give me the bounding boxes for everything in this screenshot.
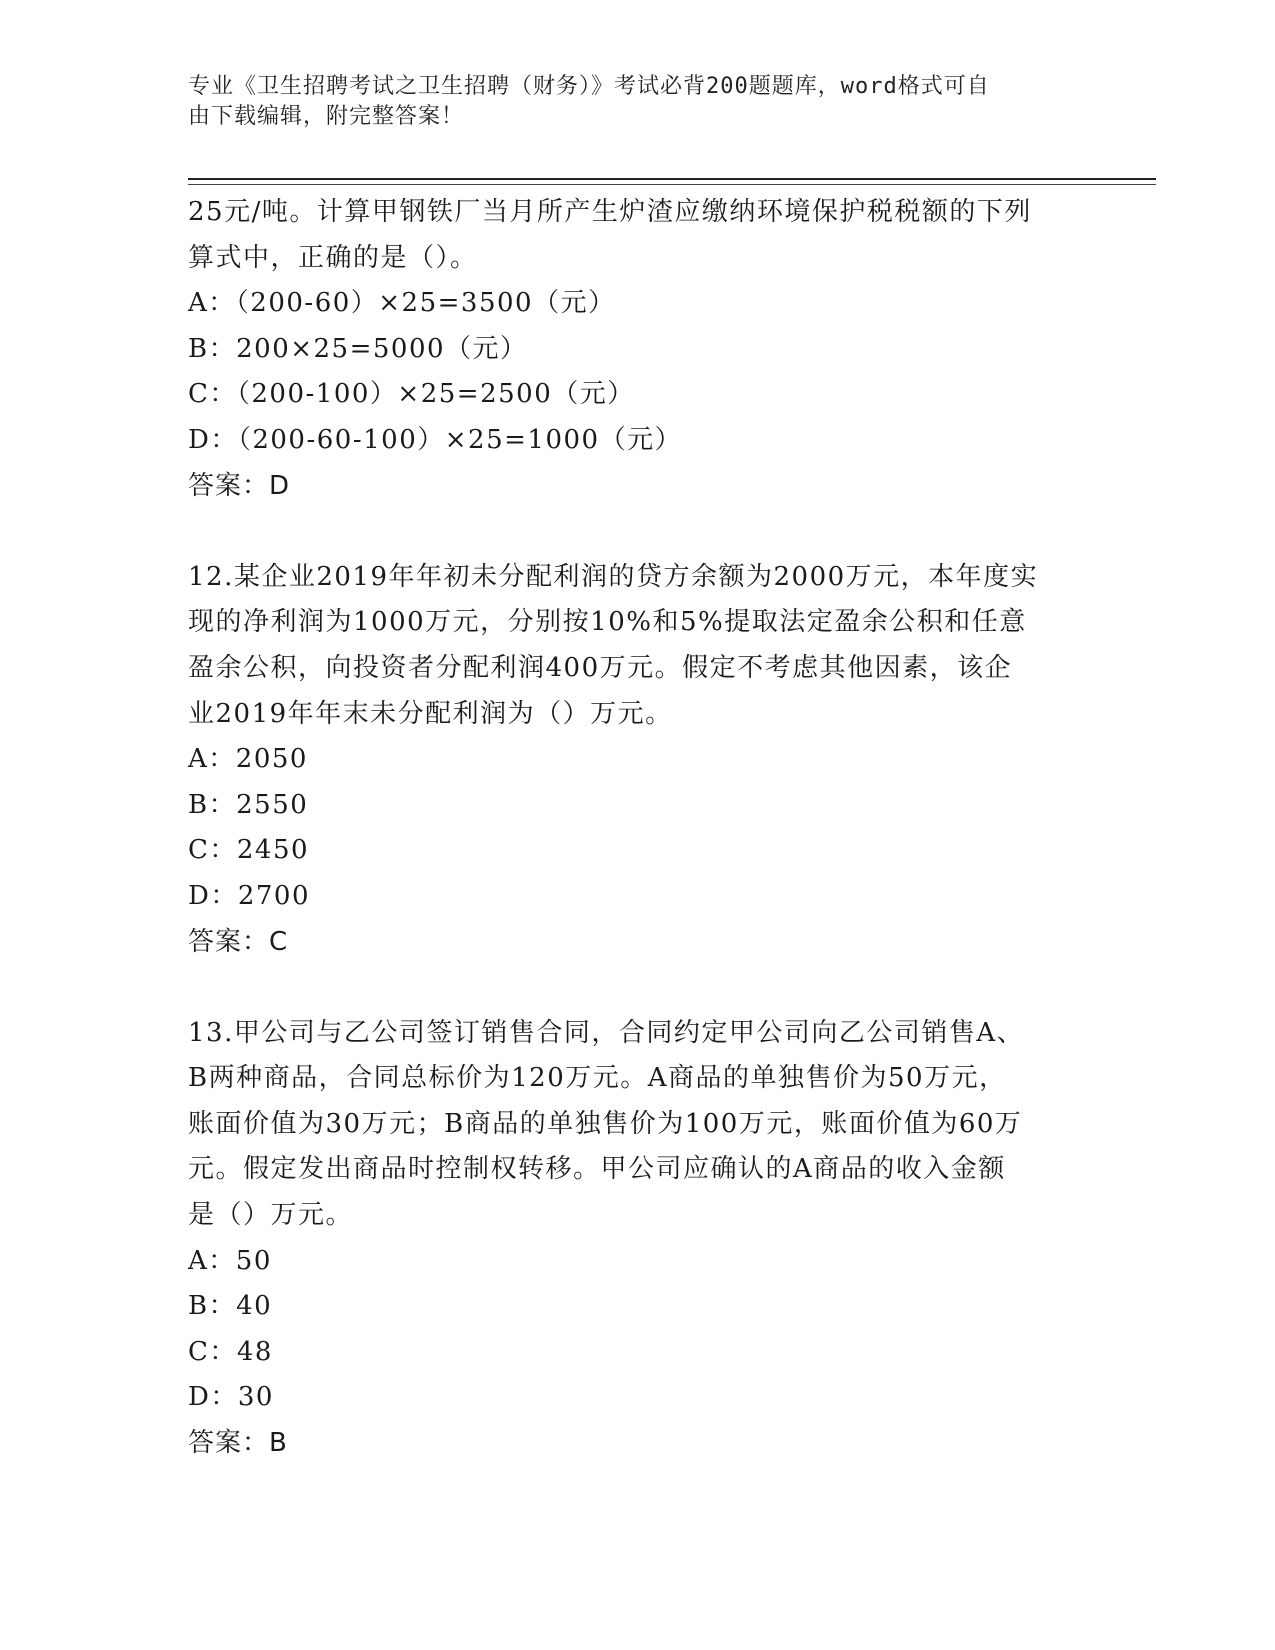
- question-text-line: 现的净利润为1000万元，分别按10%和5%提取法定盈余公积和任意: [188, 607, 1027, 638]
- option-b: B：200×25=5000（元）: [188, 333, 528, 364]
- question-12: [188, 555, 1088, 965]
- question-text-line: 算式中，正确的是（）。: [188, 242, 478, 273]
- question-text-line: B两种商品，合同总标价为120万元。A商品的单独售价为50万元，: [188, 1063, 1007, 1094]
- option-c: C：48: [188, 1336, 273, 1367]
- question-text-line: 13.甲公司与乙公司签订销售合同，合同约定甲公司向乙公司销售A、: [188, 1017, 1025, 1048]
- option-d: D：30: [188, 1382, 274, 1413]
- answer-line: 答案：B: [188, 1428, 288, 1459]
- option-c: C：2450: [188, 835, 310, 866]
- question-text-line: 12.某企业2019年年初未分配利润的贷方余额为2000万元，本年度实: [188, 561, 1039, 592]
- option-a: A：（200-60）×25=3500（元）: [188, 288, 616, 319]
- question-text-line: 是（）万元。: [188, 1200, 354, 1231]
- question-text-line: 元。假定发出商品时控制权转移。甲公司应确认的A商品的收入金额: [188, 1154, 1006, 1185]
- document-header: [188, 72, 1068, 132]
- question-text-line: 盈余公积，向投资者分配利润400万元。假定不考虑其他因素，该企: [188, 652, 1013, 683]
- header-line-2: 由下载编辑，附完整答案！: [188, 104, 465, 129]
- option-d: D：（200-60-100）×25=1000（元）: [188, 424, 683, 455]
- header-line-1: 专业《卫生招聘考试之卫生招聘（财务）》考试必背200题题库，word格式可自: [188, 74, 990, 99]
- question-text-line: 25元/吨。计算甲钢铁厂当月所产生炉渣应缴纳环境保护税税额的下列: [188, 197, 1032, 227]
- header-divider-thick: [188, 178, 1156, 180]
- option-c: C：（200-100）×25=2500（元）: [188, 379, 635, 410]
- option-b: B：40: [188, 1291, 273, 1322]
- question-13: [188, 1011, 1088, 1467]
- header-divider-thin: [188, 184, 1156, 185]
- question-11: [188, 190, 1088, 509]
- question-text-line: 账面价值为30万元；B商品的单独售价为100万元，账面价值为60万: [188, 1108, 1023, 1139]
- option-a: A：50: [188, 1245, 272, 1276]
- spacer: [188, 965, 1088, 1011]
- option-d: D：2700: [188, 880, 311, 911]
- option-b: B：2550: [188, 789, 309, 820]
- question-text-line: 业2019年年末未分配利润为（）万元。: [188, 698, 673, 729]
- answer-line: 答案：D: [188, 470, 291, 501]
- document-body: [188, 190, 1088, 1467]
- answer-line: 答案：C: [188, 926, 289, 957]
- spacer: [188, 509, 1088, 555]
- option-a: A：2050: [188, 744, 308, 775]
